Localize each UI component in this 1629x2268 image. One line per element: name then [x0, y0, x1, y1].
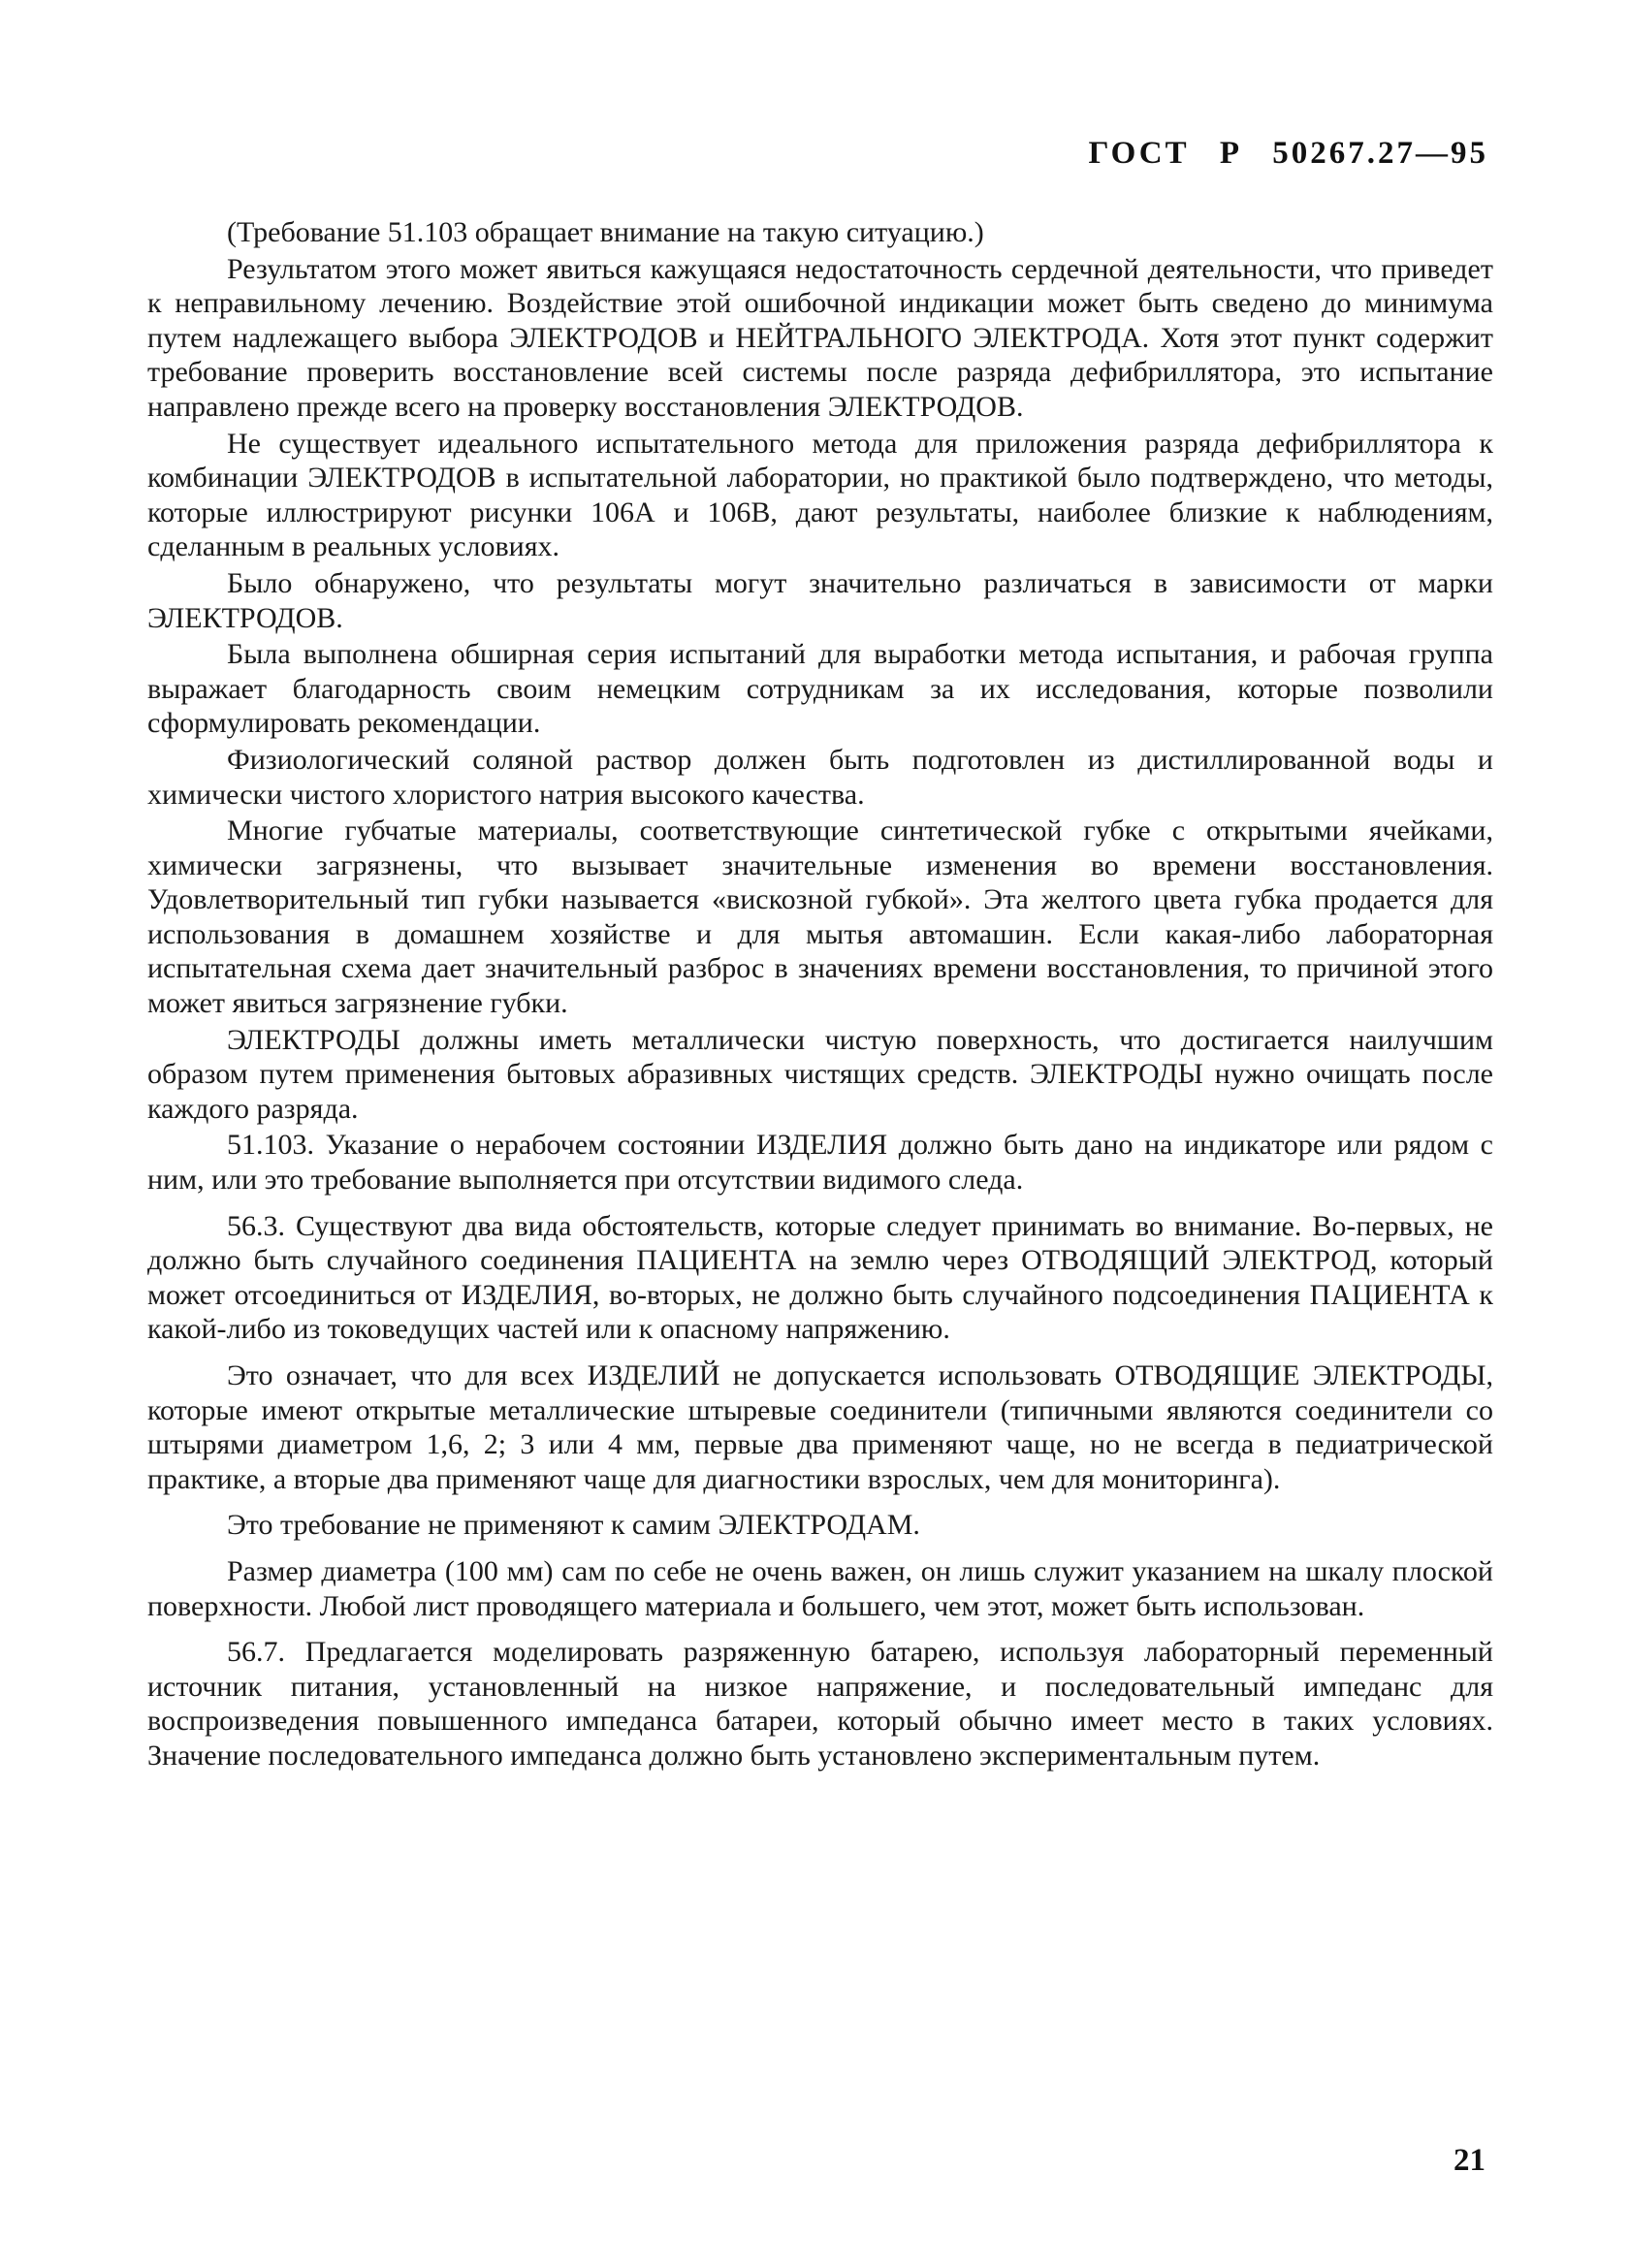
paragraph-12: Это требование не применяют к самим ЭЛЕКТРОДАМ. — [227, 1509, 920, 1542]
paragraph-6: Физиологический соляной раствор должен быть подготовлен из дистиллированной воды и химически чистого хлористого натрия высокого качества. — [147, 743, 1493, 811]
paragraph-14: 56.7. Предлагается моделировать разряженную батарею, используя лабораторный переменный источник питания, установленный на низкое напряжение, и последовательный импеданс для воспроизведения повышенного импеданса батареи, который обычно имеет место в таких условиях. Значение последовательного импеданса должно быть установлено экспериментальным путем. — [147, 1636, 1493, 1772]
paragraph-11: Это означает, что для всех ИЗДЕЛИЙ не допускается использовать ОТВОДЯЩИЕ ЭЛЕКТРОДЫ, которые имеют открытые металлические штыревые соединители (типичными являются соединители со штырями диаметром 1,6, 2; 3 или 4 мм, первые два применяют чаще, но не всегда в педиатрической практике, а вторые два применяют чаще для диагностики взрослых, чем для мониторинга). — [147, 1359, 1493, 1495]
standard-header: ГОСТ Р 50267.27—95 — [1088, 136, 1488, 171]
paragraph-10: 56.3. Существуют два вида обстоятельств, которые следует принимать во внимание. Во-первых, не должно быть случайного соединения ПАЦИЕНТА на землю через ОТВОДЯЩИЙ ЭЛЕКТРОД, который может отсоединиться от ИЗДЕЛИЯ, во-вторых, не должно быть случайного подсоединения ПАЦИЕНТА к какой-либо из токоведущих частей или к опасному напряжению. — [147, 1209, 1493, 1346]
paragraph-5: Была выполнена обширная серия испытаний для выработки метода испытания, и рабочая группа выражает благодарность своим немецким сотрудникам за их исследования, которые позволили сформулировать рекомендации. — [147, 638, 1493, 740]
paragraph-8: ЭЛЕКТРОДЫ должны иметь металлически чистую поверхность, что достигается наилучшим образом путем применения бытовых абразивных чистящих средств. ЭЛЕКТРОДЫ нужно очищать после каждого разряда. — [147, 1023, 1493, 1125]
page-number: 21 — [1453, 2143, 1485, 2178]
paragraph-3: Не существует идеального испытательного метода для приложения разряда дефибриллятора к комбинации ЭЛЕКТРОДОВ в испытательной лаборатории, но практикой было подтверждено, что методы, которые иллюстрируют рисунки 106А и 106В, дают результаты, наиболее близкие к наблюдениям, сделанным в реальных условиях. — [147, 427, 1493, 563]
paragraph-13: Размер диаметра (100 мм) сам по себе не очень важен, он лишь служит указанием на шкалу плоской поверхности. Любой лист проводящего материала и большего, чем этот, может быть использован. — [147, 1554, 1493, 1622]
paragraph-4: Было обнаружено, что результаты могут значительно различаться в зависимости от марки ЭЛЕКТРОДОВ. — [147, 566, 1493, 634]
paragraph-7: Многие губчатые материалы, соответствующие синтетической губке с открытыми ячейками, химически загрязнены, что вызывает значительные изменения во времени восстановления. Удовлетворительный тип губки называется «вискозной губкой». Эта желтого цвета губка продается для использования в домашнем хозяйстве и для мытья автомашин. Если какая-либо лабораторная испытательная схема дает значительный разброс в значениях времени восстановления, то причиной этого может явиться загрязнение губки. — [147, 815, 1493, 1020]
paragraph-1: (Требование 51.103 обращает внимание на такую ситуацию.) — [227, 216, 984, 248]
paragraph-9: 51.103. Указание о нерабочем состоянии ИЗДЕЛИЯ должно быть дано на индикаторе или рядом с ним, или это требование выполняется при отсутствии видимого следа. — [147, 1129, 1493, 1197]
paragraph-2: Результатом этого может явиться кажущаяся недостаточность сердечной деятельности, что приведет к неправильному лечению. Воздействие этой ошибочной индикации может быть сведено до минимума путем надлежащего выбора ЭЛЕКТРОДОВ и НЕЙТРАЛЬНОГО ЭЛЕКТРОДА. Хотя этот пункт содержит требование проверить восстановление всей системы после разряда дефибриллятора, это испытание направлено прежде всего на проверку восстановления ЭЛЕКТРОДОВ. — [147, 252, 1493, 423]
body-text — [147, 215, 1493, 1775]
